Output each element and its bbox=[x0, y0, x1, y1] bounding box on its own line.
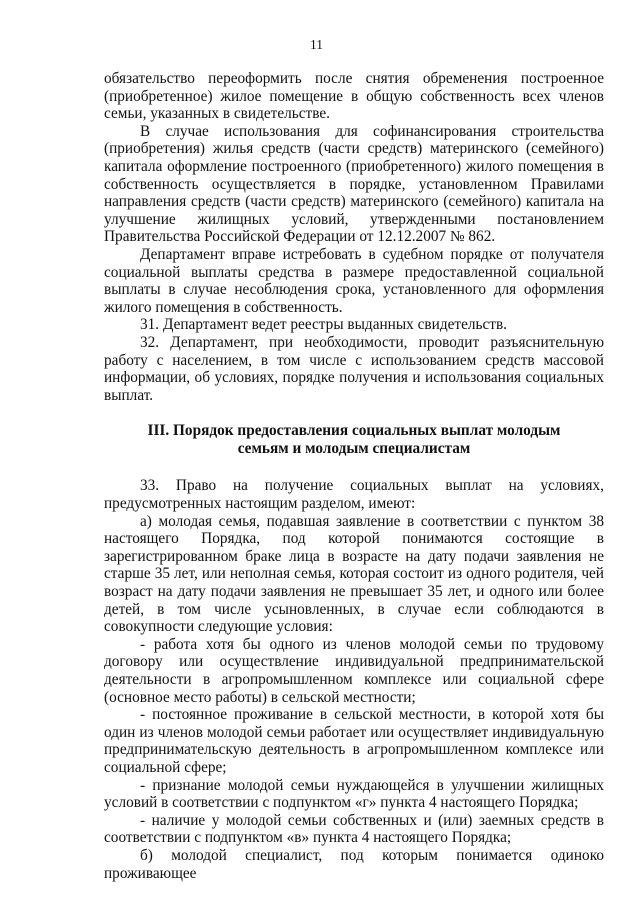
paragraph-maternity-capital: В случае использования для софинансирования строительства (приобретения) жилья средств (части средств) материнского (семейного) капитала оформление построенного (приобретенного) жилого помещения в собственность осуществляется в порядке, установленном Правилами направления средств (части средств) материнского (семейного) капитала на улучшение жилищных условий, утвержденными постановлением Правительства Российской Федерации от 12.12.2007 № 862. bbox=[104, 122, 604, 246]
paragraph-item-32: 32. Департамент, при необходимости, проводит разъяснительную работу с населением, в том числе с использованием средств массовой информации, об условиях, порядке получения и использования социальных выплат. bbox=[104, 333, 604, 404]
list-item-own-funds: - наличие у молодой семьи собственных и (или) заемных средств в соответствии с подпунктом «в» пункта 4 настоящего Порядка; bbox=[104, 811, 604, 847]
section-heading-line-2: семьям и молодым специалистам bbox=[237, 439, 471, 457]
list-item-employment: - работа хотя бы одного из членов молодой семьи по трудовому договору или осуществление индивидуальной предпринимательской деятельности в агропромышленном комплексе или социальной сфере (основное место работы) в сельской местности; bbox=[104, 635, 604, 706]
list-item-housing-need: - признание молодой семьи нуждающейся в улучшении жилищных условий в соответствии с подпунктом «г» пункта 4 настоящего Порядка; bbox=[104, 776, 604, 812]
paragraph-item-31: 31. Департамент ведет реестры выданных свидетельств. bbox=[140, 316, 507, 334]
section-heading-line-1: III. Порядок предоставления социальных выплат молодым bbox=[147, 422, 561, 440]
document-body bbox=[104, 70, 604, 882]
list-item-residence: - постоянное проживание в сельской местности, в которой хотя бы один из членов молодой семьи работает или осуществляет индивидуальную предпринимательскую деятельность в агропромышленном комплексе или социальной сфере; bbox=[104, 706, 604, 776]
page-number: 11 bbox=[310, 37, 323, 52]
paragraph-item-33: 33. Право на получение социальных выплат на условиях, предусмотренных настоящим разделом, имеют: bbox=[104, 477, 604, 513]
paragraph-subitem-b: б) молодой специалист, под которым понимается одиноко проживающее bbox=[104, 846, 604, 882]
paragraph-department-claim: Департамент вправе истребовать в судебном порядке от получателя социальной выплаты средства в размере предоставленной социальной выплаты в случае несоблюдения срока, установленного для оформления жилого помещения в собственность. bbox=[104, 245, 604, 316]
paragraph-continuation: обязательство переоформить после снятия обременения построенное (приобретенное) жилое помещение в общую собственность всех членов семьи, указанных в свидетельстве. bbox=[104, 70, 604, 123]
paragraph-subitem-a: а) молодая семья, подавшая заявление в соответствии с пунктом 38 настоящего Порядка, под которой понимаются состоящие в зарегистрированном браке лица в возрасте на дату подачи заявления не старше 35 лет, или неполная семья, которая состоит из одного родителя, чей возраст на дату подачи заявления не превышает 35 лет, и одного или более детей, в том числе усыновленных, в случае если соблюдаются в совокупности следующие условия: bbox=[104, 512, 604, 636]
section-heading bbox=[104, 422, 604, 457]
